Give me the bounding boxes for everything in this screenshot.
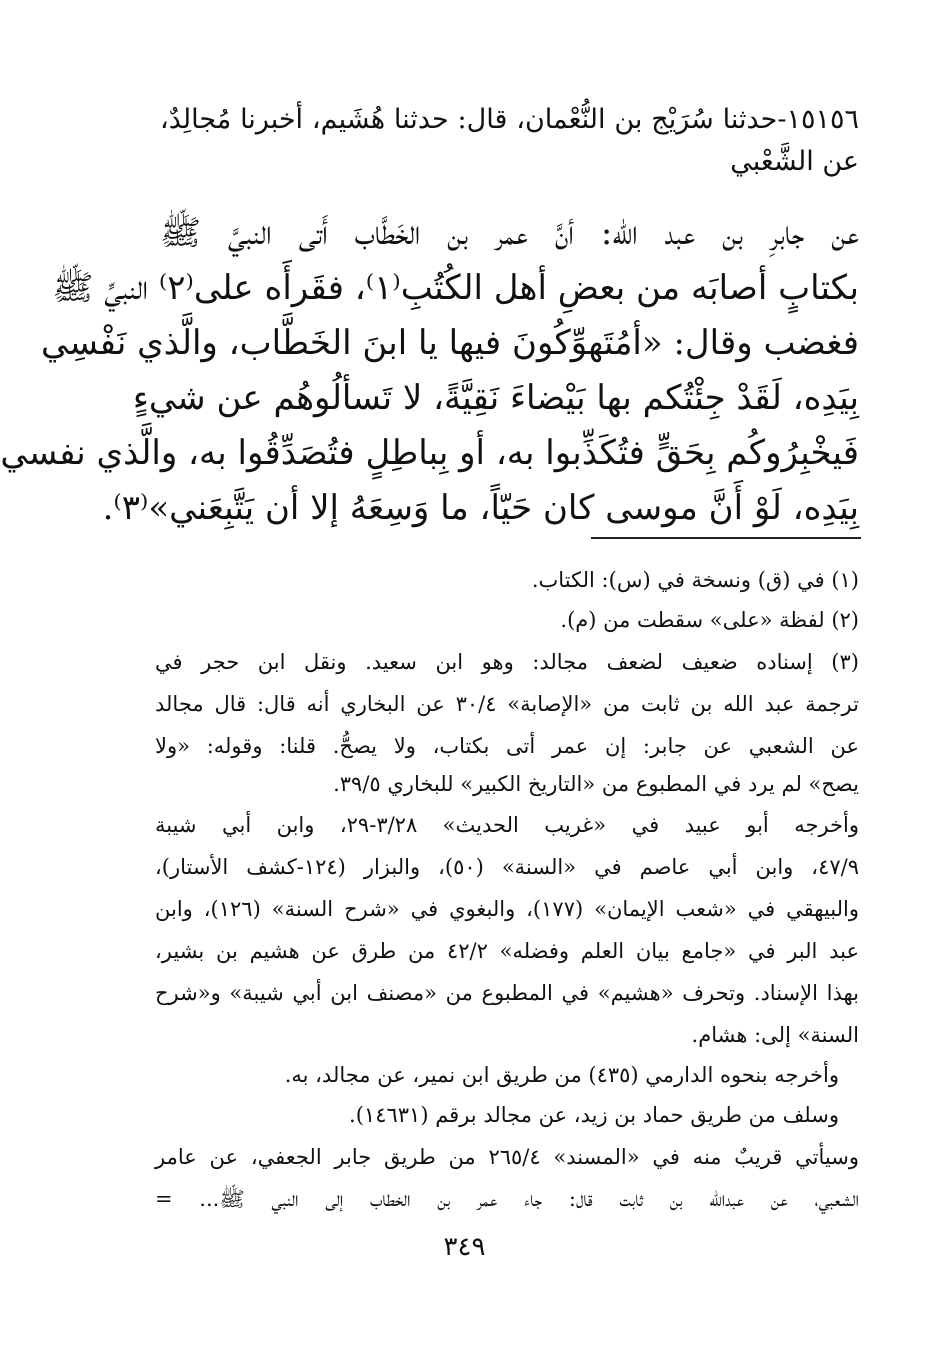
hadith-matn-line-5: فَيخْبِرُوكُم بِحَقٍّ فتُكَذِّبوا به، أو بِباطِلٍ فتُصَدِّقُوا به، والَّذي نفسي xyxy=(0,433,859,473)
footnote-line-9: والبيهقي في «شعب الإيمان» (١٧٧)، والبغوي في «شرح السنة» (١٢٦)، وابن xyxy=(155,897,860,921)
footnote-line-14: وسلف من طريق حماد بن زيد، عن مجالد برقم (١٤٦٣١). xyxy=(349,1103,839,1127)
footnote-line-11: بهذا الإسناد. وتحرف «هشيم» في المطبوع من «مصنف ابن أبي شيبة» و«شرح xyxy=(155,981,859,1005)
footnote-line-10: عبد البر في «جامع بيان العلم وفضله» ٤٢/٢ من طرق عن هشيم بن بشير، xyxy=(155,939,859,963)
footnote-line-12: السنة» إلى: هشام. xyxy=(691,1023,859,1047)
footnote-line-2: (٢) لفظة «على» سقطت من (م). xyxy=(560,608,859,632)
hadith-isnad-line-1: ١٥١٥٦-حدثنا سُرَيْج بن النُّعْمان، قال: حدثنا هُشَيم، أخبرنا مُجالِدٌ، xyxy=(160,104,859,135)
footnote-line-16: الشعبي، عن عبدالله بن ثابت قال: جاء عمر بن الخطاب إلى النبي ﷺ... = xyxy=(155,1187,859,1211)
hadith-matn-line-6: بِيَدِه، لَوْ أَنَّ موسى كان حَيّاً، ما وَسِعَهُ إلا أن يَتَّبِعَني»⁽٣⁾. xyxy=(102,488,859,528)
footnote-line-3: (٣) إسناده ضعيف لضعف مجالد: وهو ابن سعيد. ونقل ابن حجر في xyxy=(155,650,859,674)
footnote-line-13: وأخرجه بنحوه الدارمي (٤٣٥) من طريق ابن نمير، عن مجالد، به. xyxy=(284,1063,839,1087)
footnote-separator xyxy=(591,537,861,539)
hadith-matn-line-4: بِيَدِه، لَقَدْ جِئْتُكم بها بَيْضاءَ نَقِيَّةً، لا تَسألُوهُم عن شيءٍ xyxy=(132,378,859,418)
footnote-line-8: ٤٧/٩، وابن أبي عاصم في «السنة» (٥٠)، والبزار (١٢٤-كشف الأستار)، xyxy=(155,855,859,879)
footnote-line-6: يصح» لم يرد في المطبوع من «التاريخ الكبير» للبخاري ٣٩/٥. xyxy=(333,772,859,796)
hadith-matn-line-1: عن جابرِ بن عبد الله: أنَّ عمر بن الخَطَّاب أَتى النبيَّ ﷺ xyxy=(160,213,859,253)
footnote-line-1: (١) في (ق) ونسخة في (س): الكتاب. xyxy=(531,568,859,592)
footnote-line-4: ترجمة عبد الله بن ثابت من «الإصابة» ٣٠/٤ عن البخاري أنه قال: قال مجالد xyxy=(155,692,859,716)
hadith-matn-line-2: بكتابٍ أصابَه من بعضِ أهل الكُتُبِ⁽١⁾، فقَرأَه على⁽٢⁾ النبيِّ ﷺ xyxy=(52,268,859,308)
footnote-line-5: عن الشعبي عن جابر: إن عمر أتى بكتاب، ولا يصحُّ. قلنا: وقوله: «ولا xyxy=(155,734,859,758)
footnote-line-15: وسيأتي قريبٌ منه في «المسند» ٢٦٥/٤ من طريق جابر الجعفي، عن عامر xyxy=(155,1145,859,1169)
hadith-isnad-line-2: عن الشَّعْبي xyxy=(730,146,859,177)
hadith-matn-line-3: فغضب وقال: «أمُتَهوِّكُونَ فيها يا ابنَ الخَطَّاب، والَّذي نَفْسِي xyxy=(40,323,859,363)
page-number: ٣٤٩ xyxy=(443,1232,486,1262)
footnote-line-7: وأخرجه أبو عبيد في «غريب الحديث» ٣/٢٨-٢٩، وابن أبي شيبة xyxy=(155,813,859,837)
